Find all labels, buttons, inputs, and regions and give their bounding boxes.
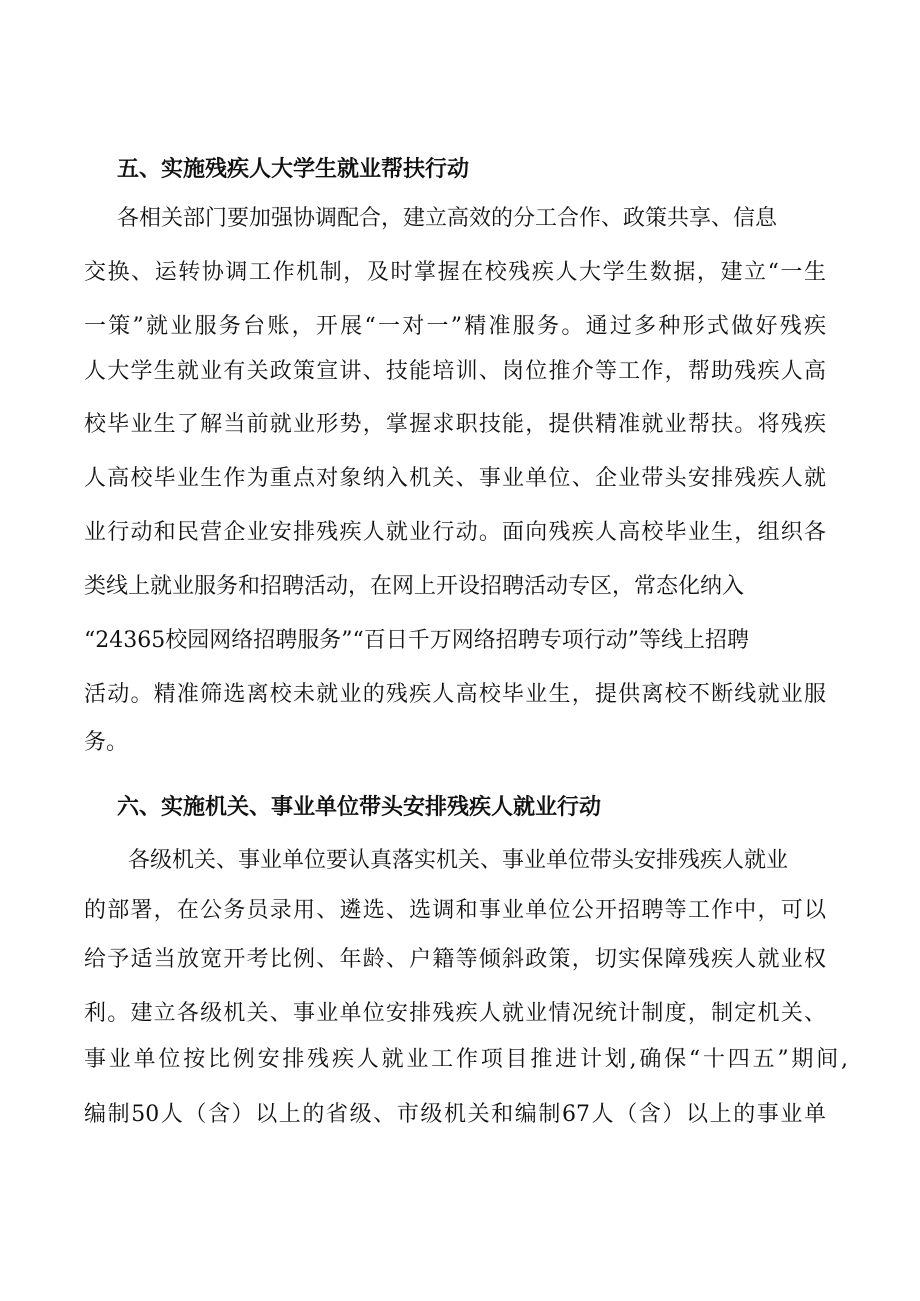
paragraph-line: 编制50人（含）以上的省级、市级机关和编制67人（含）以上的事业单 bbox=[84, 1102, 826, 1127]
paragraph-line: 人高校毕业生作为重点对象纳入机关、事业单位、企业带头安排残疾人就 bbox=[84, 466, 826, 491]
section-heading-6: 六、实施机关、事业单位带头安排残疾人就业行动 bbox=[117, 794, 602, 820]
paragraph-line: 交换、运转协调工作机制，及时掌握在校残疾人大学生数据，建立“一生 bbox=[84, 260, 826, 285]
paragraph-line: 业行动和民营企业安排残疾人就业行动。面向残疾人高校毕业生，组织各 bbox=[84, 520, 826, 545]
paragraph-line: 校毕业生了解当前就业形势，掌握求职技能，提供精准就业帮扶。将残疾 bbox=[84, 412, 826, 437]
paragraph-line: 类线上就业服务和招聘活动，在网上开设招聘活动专区，常态化纳入 bbox=[84, 574, 745, 599]
paragraph-line: 各级机关、事业单位要认真落实机关、事业单位带头安排残疾人就业 bbox=[128, 848, 789, 873]
paragraph-line: “24365校园网络招聘服务”“百日千万网络招聘专项行动”等线上招聘 bbox=[84, 628, 749, 653]
paragraph-line: 活动。精准筛选离校未就业的残疾人高校毕业生，提供离校不断线就业服 bbox=[84, 682, 826, 707]
section-heading-5: 五、实施残疾人大学生就业帮扶行动 bbox=[117, 156, 470, 182]
paragraph-line: 各相关部门要加强协调配合，建立高效的分工合作、政策共享、信息 bbox=[117, 206, 778, 231]
paragraph-line: 的部署，在公务员录用、遴选、选调和事业单位公开招聘等工作中，可以 bbox=[84, 898, 826, 923]
paragraph-line: 一策”就业服务台账，开展“一对一”精准服务。通过多种形式做好残疾 bbox=[84, 314, 826, 339]
paragraph-line: 人大学生就业有关政策宣讲、技能培训、岗位推介等工作，帮助残疾人高 bbox=[84, 359, 826, 384]
paragraph-line: 给予适当放宽开考比例、年龄、户籍等倾斜政策，切实保障残疾人就业权 bbox=[84, 947, 826, 972]
paragraph-line: 利。建立各级机关、事业单位安排残疾人就业情况统计制度，制定机关、 bbox=[84, 1001, 826, 1026]
paragraph-line: 事业单位按比例安排残疾人就业工作项目推进计划,确保“十四五”期间, bbox=[84, 1047, 848, 1072]
paragraph-line: 务。 bbox=[84, 730, 129, 755]
